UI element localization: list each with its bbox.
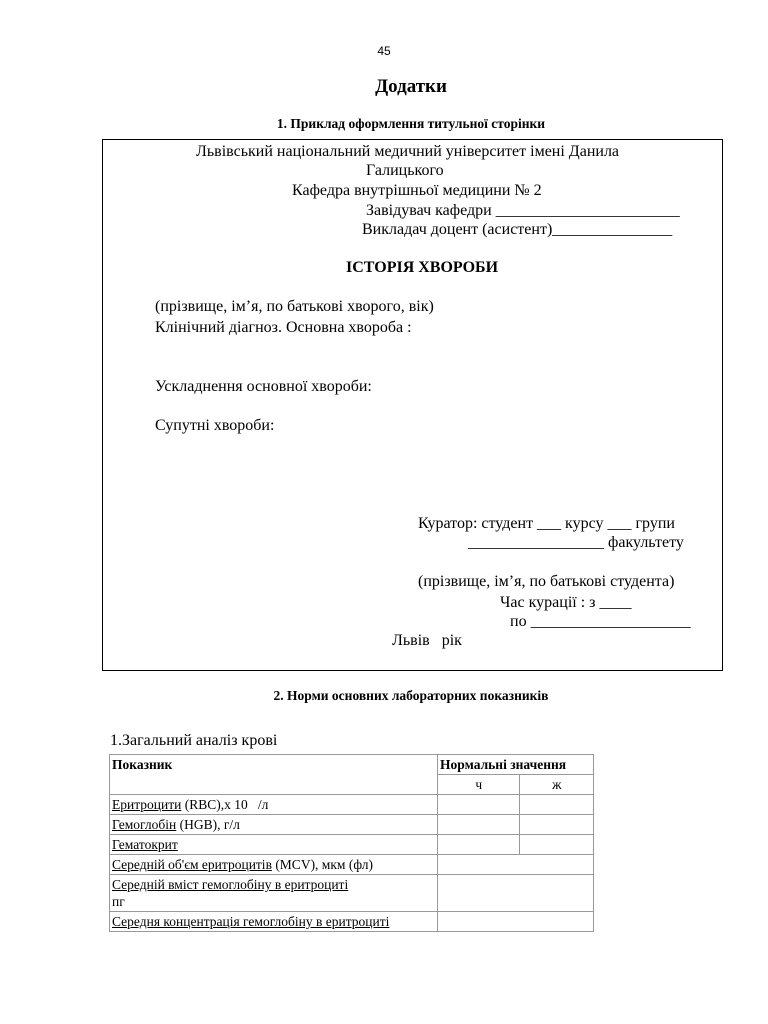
lab-norms-table	[109, 754, 594, 932]
table-row	[110, 815, 594, 835]
university-line-1: Львівський національний медичний університет імені Данила	[196, 143, 620, 160]
table-header-row	[110, 755, 594, 775]
university-line-2: Галицького	[366, 162, 444, 179]
faculty-line: _________________ факультету	[468, 534, 684, 551]
indicator-name: Середній вміст гемоглобіну в еритроциті	[112, 877, 349, 892]
head-of-department-line: Завідувач кафедри _______________________	[366, 202, 680, 219]
comorbidities-line: Супутні хвороби:	[155, 417, 275, 434]
clinical-diagnosis-line: Клінічний діагноз. Основна хвороба :	[155, 319, 412, 336]
female-value-cell	[520, 835, 594, 855]
curation-to-line: по ____________________	[510, 613, 691, 630]
indicator-cell	[110, 875, 438, 912]
indicator-unit: (HGB), г/л	[176, 817, 240, 832]
indicator-cell	[110, 855, 438, 875]
table-row	[110, 835, 594, 855]
indicator-cell	[110, 835, 438, 855]
value-cell	[438, 855, 594, 875]
department-line: Кафедра внутрішньої медицини № 2	[292, 182, 542, 199]
female-value-cell	[520, 795, 594, 815]
indicator-name: Гематокрит	[112, 837, 178, 852]
lecturer-line: Викладач доцент (асистент)_______________	[362, 221, 673, 238]
student-info-line: (прізвище, ім’я, по батькові студента)	[418, 573, 675, 590]
indicator-name: Еритроцити	[112, 797, 182, 812]
male-value-cell	[438, 795, 520, 815]
indicator-unit: (MCV), мкм (фл)	[271, 857, 373, 872]
page-heading: Додатки	[375, 76, 447, 97]
table-row	[110, 875, 594, 912]
indicator-name: Гемоглобін	[112, 817, 177, 832]
patient-info-line: (прізвище, ім’я, по батькові хворого, вік)	[155, 298, 434, 315]
value-cell	[438, 875, 594, 912]
table-row	[110, 912, 594, 932]
header-indicator: Показник	[110, 755, 438, 795]
city-year-line: Львів рік	[392, 632, 462, 649]
value-cell	[438, 912, 594, 932]
table-row	[110, 795, 594, 815]
curation-from-line: Час курації : з ____	[500, 594, 632, 611]
blood-analysis-title: 1.Загальний аналіз крові	[110, 732, 278, 749]
indicator-name: Середня концентрація гемоглобіну в еритроциті	[112, 914, 390, 929]
indicator-unit: (RBC),х 10 /л	[181, 797, 269, 812]
female-value-cell	[520, 815, 594, 835]
page-number: 45	[377, 44, 391, 58]
history-title: ІСТОРІЯ ХВОРОБИ	[346, 259, 499, 276]
indicator-cell	[110, 815, 438, 835]
header-male: ч	[438, 775, 520, 795]
male-value-cell	[438, 835, 520, 855]
male-value-cell	[438, 815, 520, 835]
curator-line: Куратор: студент ___ курсу ___ групи	[418, 515, 675, 532]
header-female: ж	[520, 775, 594, 795]
table-row	[110, 855, 594, 875]
header-normal-values: Нормальні значення	[438, 755, 594, 775]
indicator-cell	[110, 795, 438, 815]
indicator-cell	[110, 912, 438, 932]
complications-line: Ускладнення основної хвороби:	[155, 378, 372, 395]
section-2-title: 2. Норми основних лабораторних показників	[273, 688, 549, 703]
indicator-name: Середній об'єм еритроцитів	[112, 857, 272, 872]
indicator-unit: пг	[112, 894, 125, 909]
section-1-title: 1. Приклад оформлення титульної сторінки	[276, 116, 546, 131]
